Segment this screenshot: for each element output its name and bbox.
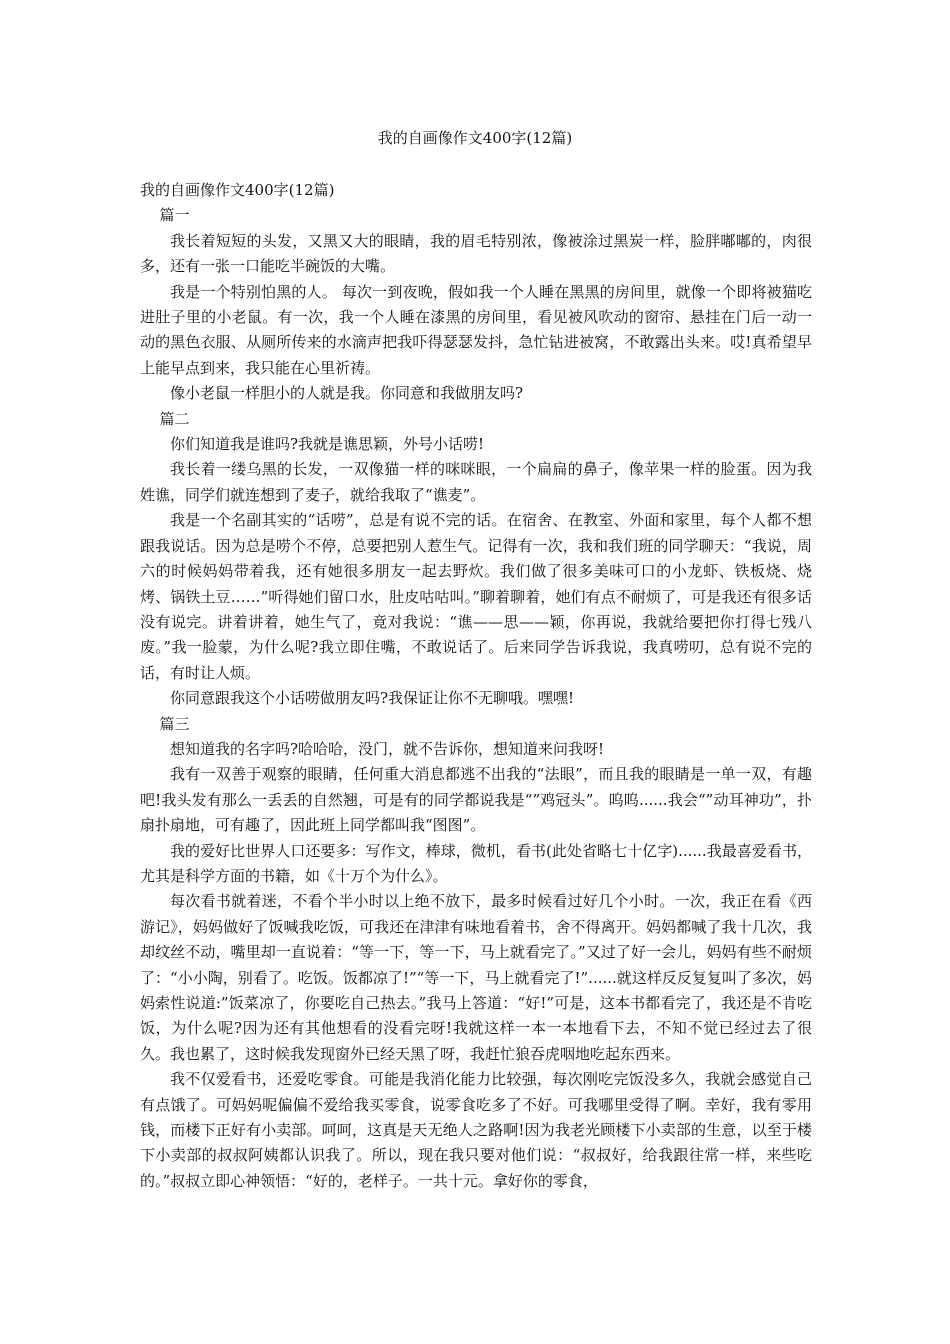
- section-heading: 篇一: [159, 206, 190, 225]
- paragraph: 我是一个名副其实的“话唠”，总是有说不完的话。在宿舍、在教室、外面和家里，每个人都不想跟我说话。因为总是唠个不停，总要把别人惹生气。记得有一次，我和我们班的同学聊天：“我说，周六的时候妈妈带着我，还有她很多朋友一起去野炊。我们做了很多美味可口的小龙虾、铁板烧、烧烤、锅铁土豆……”听得她们留口水，肚皮咕咕叫。”聊着聊着，她们有点不耐烦了，可是我还有很多话没有说完。讲着讲着，她生气了，竟对我说：“谯——思——颖，你再说，我就给要把你打得七残八废。”我一脸蒙，为什么呢?我立即住嘴，不敢说话了。后来同学告诉我说，我真唠叨，总有说不完的话，有时让人烦。: [140, 511, 812, 682]
- paragraph: 我是一个特别怕黑的人。 每次一到夜晚，假如我一个人睡在黑黑的房间里，就像一个即将被猫吃进肚子里的小老鼠。有一次，我一个人睡在漆黑的房间里，看见被风吹动的窗帘、悬挂在门后一动一动的黑色衣服、从厕所传来的水滴声把我吓得瑟瑟发抖，急忙钻进被窝，不敢露出头来。哎!真希望早上能早点到来，我只能在心里祈祷。: [140, 282, 812, 377]
- paragraph: 我长着短短的头发，又黑又大的眼睛，我的眉毛特别浓，像被涂过黑炭一样，脸胖嘟嘟的，肉很多，还有一张一口能吃半碗饭的大嘴。: [140, 231, 812, 276]
- paragraph: 我有一双善于观察的眼睛，任何重大消息都逃不出我的“法眼”，而且我的眼睛是一单一双，有趣吧!我头发有那么一丢丢的自然翘，可是有的同学都说我是“”鸡冠头”。呜呜......我会“”动耳神功”，扑扇扑扇地，可有趣了，因此班上同学都叫我“图图”。: [140, 765, 812, 835]
- document-subtitle: 我的自画像作文400字(12篇): [140, 181, 335, 199]
- paragraph: 想知道我的名字吗?哈哈哈，没门，就不告诉你，想知道来问我呀!: [170, 739, 605, 758]
- paragraph: 我长着一缕乌黑的长发，一双像猫一样的咪咪眼，一个扁扁的鼻子，像苹果一样的脸蛋。因为我姓谯，同学们就连想到了麦子，就给我取了“谯麦”。: [140, 460, 812, 504]
- section-heading: 篇三: [159, 714, 190, 733]
- paragraph: 像小老鼠一样胆小的人就是我。你同意和我做朋友吗?: [170, 384, 524, 403]
- paragraph: 我不仅爱看书，还爱吃零食。可能是我消化能力比较强，每次刚吃完饭没多久，我就会感觉自己有点饿了。可妈妈呢偏偏不爱给我买零食，说零食吃多了不好。可我哪里受得了啊。幸好，我有零用钱，而楼下正好有小卖部。呵呵，这真是天无绝人之路啊!因为我老光顾楼下小卖部的生意，以至于楼下小卖部的叔叔阿姨都认识我了。所以，现在我只要对他们说：“叔叔好，给我跟往常一样，来些吃的。”叔叔立即心神领悟：“好的，老样子。一共十元。拿好你的零食，: [140, 1070, 812, 1190]
- section-heading: 篇二: [159, 409, 190, 428]
- document-title: 我的自画像作文400字(12篇): [377, 129, 573, 147]
- paragraph: 每次看书就着迷，不看个半小时以上绝不放下，最多时候看过好几个小时。一次，我正在看《西游记》，妈妈做好了饭喊我吃饭，可我还在津津有味地看着书，舍不得离开。妈妈都喊了我十几次，我却纹丝不动，嘴里却一直说着：“等一下，等一下，马上就看完了。”又过了好一会儿，妈妈有些不耐烦了：“小小陶，别看了。吃饭。饭都凉了!”“等一下，马上就看完了!”......就这样反反复复叫了多次，妈妈索性说道:”饭菜凉了，你要吃自己热去。”我马上答道：“好!”可是，这本书都看完了，我还是不肯吃饭，为什么呢?因为还有其他想看的没看完呀!我就这样一本一本地看下去，不知不觉已经过去了很久。我也累了，这时候我发现窗外已经天黑了呀，我赶忙狼吞虎咽地吃起东西来。: [140, 892, 812, 1063]
- paragraph: 我的爱好比世界人口还要多：写作文，棒球，微机，看书(此处省略七十亿字)......我最喜爱看书，尤其是科学方面的书籍，如《十万个为什么》。: [140, 841, 812, 885]
- document-body: [140, 178, 812, 1194]
- paragraph: 你们知道我是谁吗?我就是谯思颖，外号小话唠!: [170, 435, 485, 454]
- paragraph: 你同意跟我这个小话唠做朋友吗?我保证让你不无聊哦。嘿嘿!: [170, 689, 575, 708]
